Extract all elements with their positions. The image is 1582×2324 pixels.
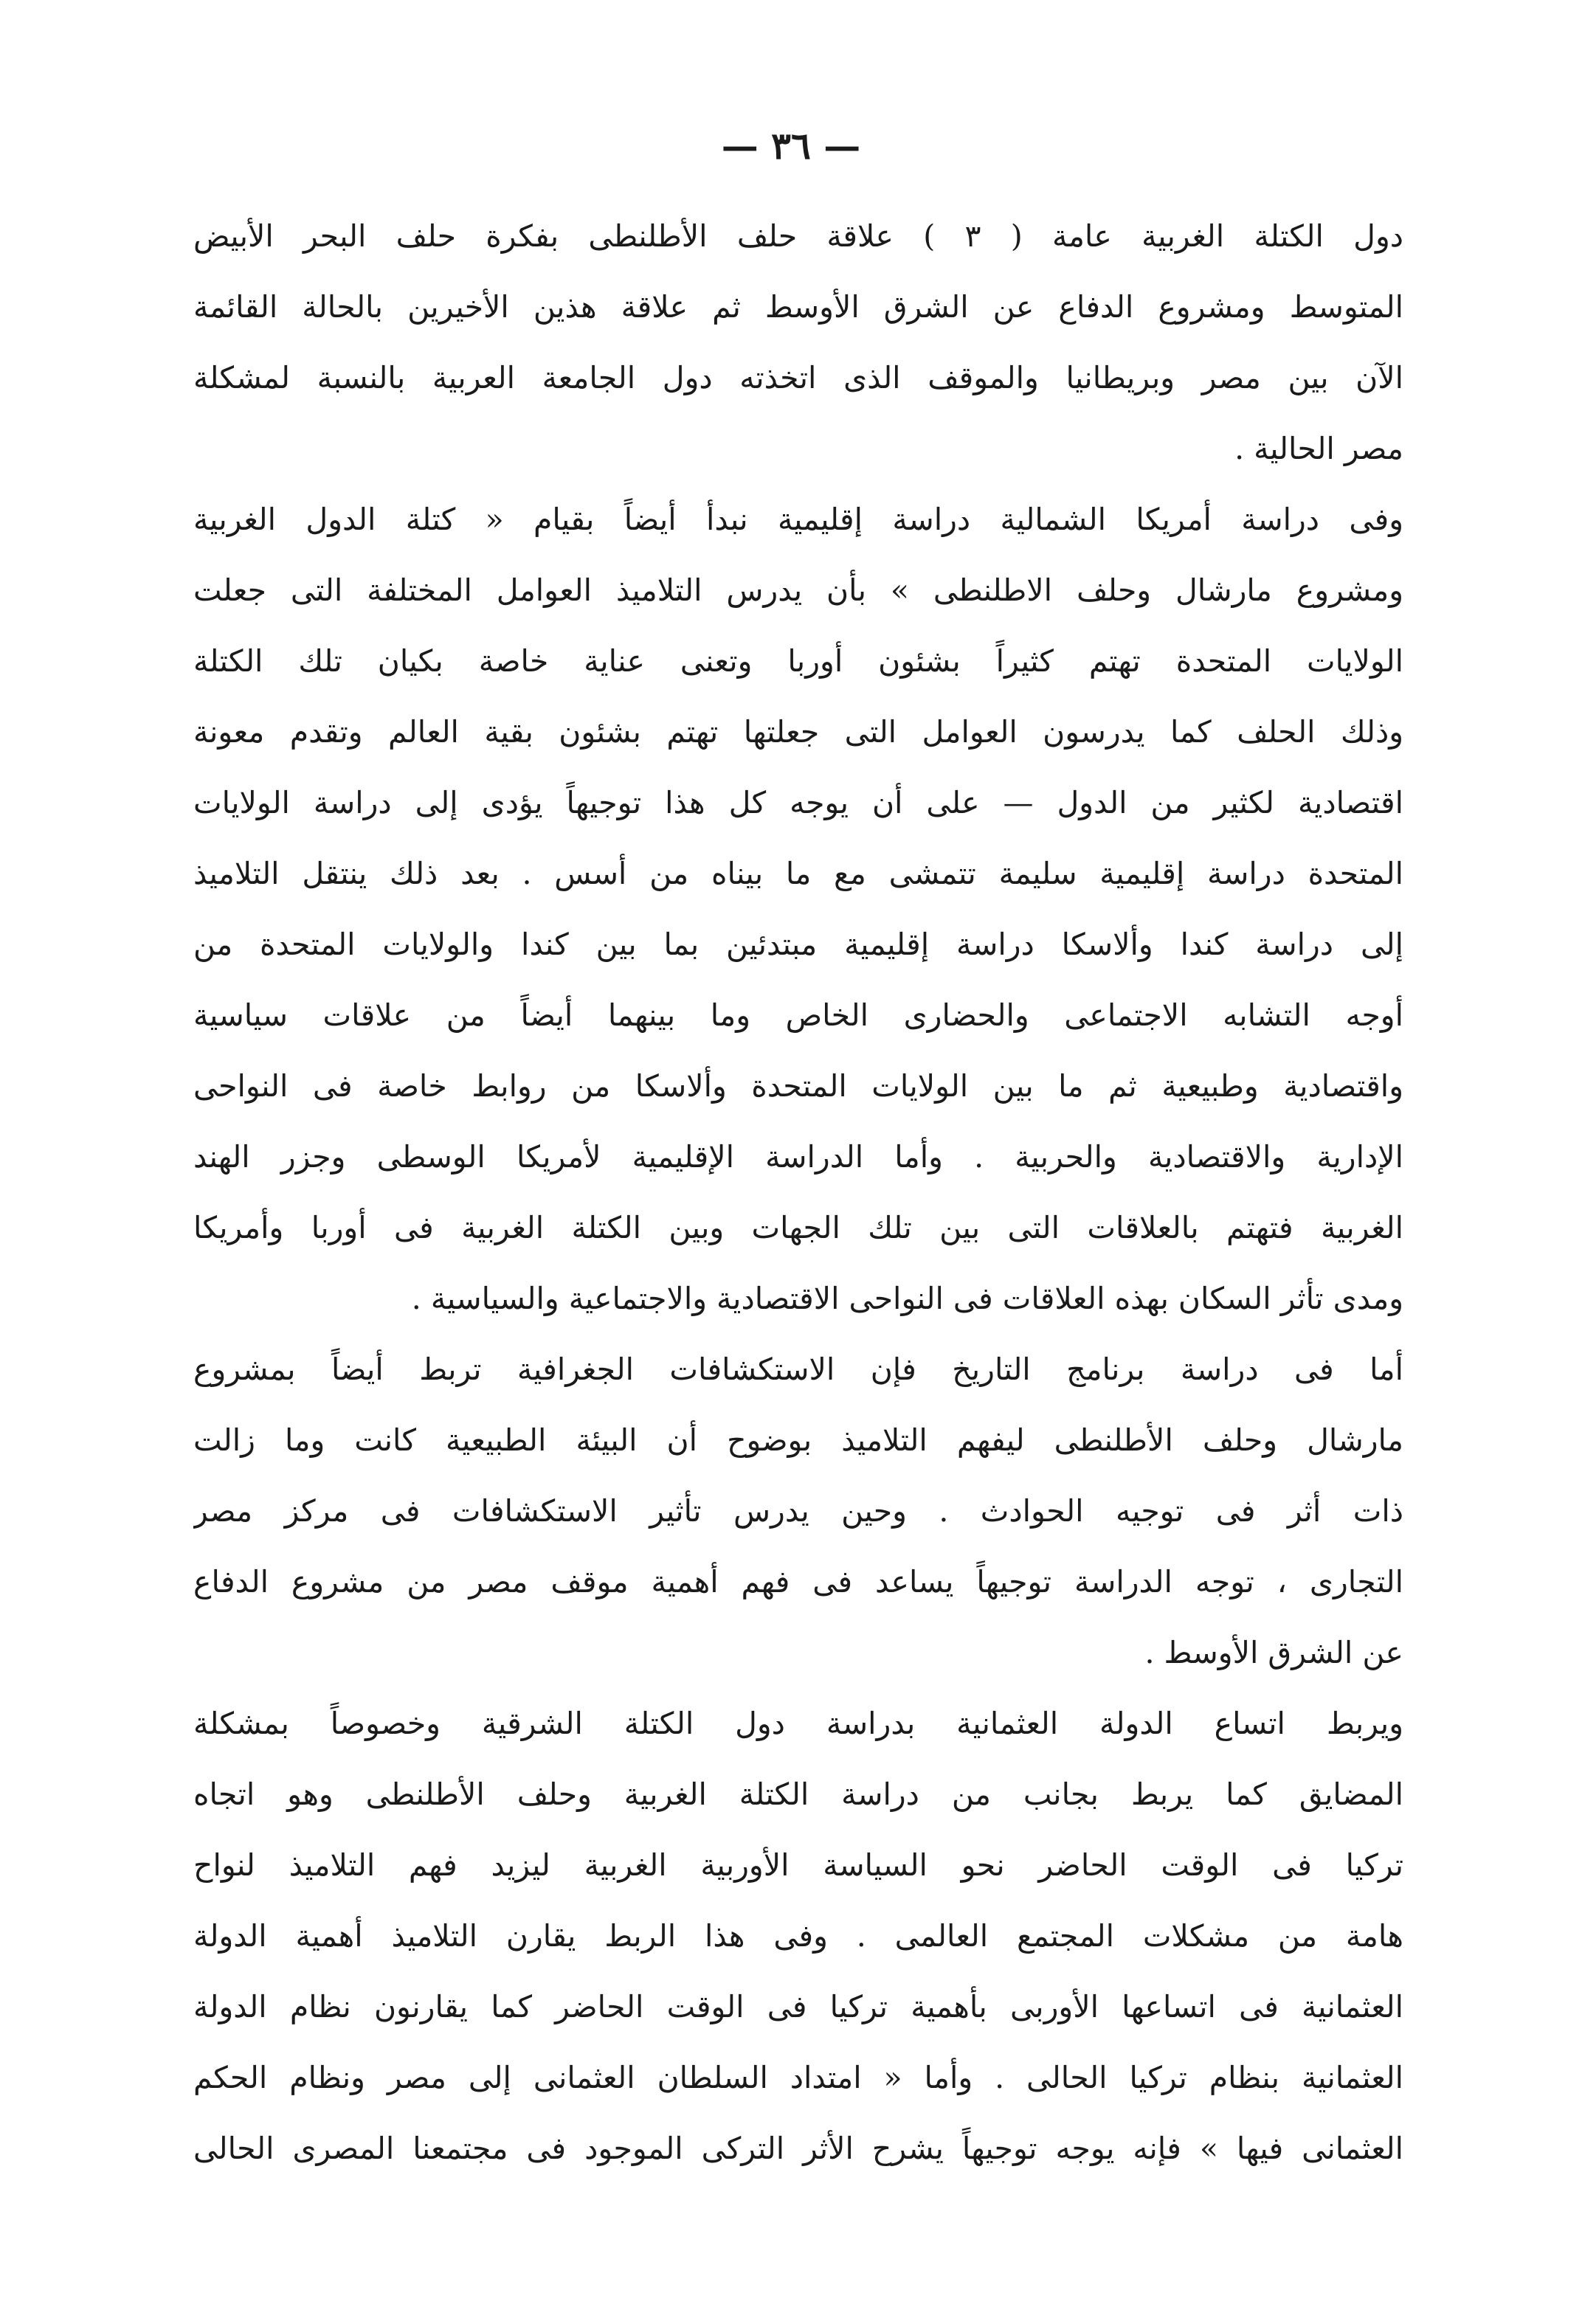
text-line: أما فى دراسة برنامج التاريخ فإن الاستكشافات الجغرافية تربط أيضاً بمشروع	[193, 1352, 1403, 1387]
text-line: وفى دراسة أمريكا الشمالية دراسة إقليمية نبدأ أيضاً بقيام « كتلة الدول الغربية	[193, 502, 1403, 537]
paragraph	[193, 201, 1403, 484]
paragraph	[193, 484, 1403, 1334]
text-line: الإدارية والاقتصادية والحربية . وأما الدراسة الإقليمية لأمريكا الوسطى وجزر الهند	[193, 1139, 1403, 1175]
text-line: اقتصادية لكثير من الدول — على أن يوجه كل هذا توجيهاً يؤدى إلى دراسة الولايات	[193, 785, 1403, 820]
text-line: ومدى تأثر السكان بهذه العلاقات فى النواحى الاقتصادية والاجتماعية والسياسية .	[411, 1281, 1403, 1316]
text-line: الآن بين مصر وبريطانيا والموقف الذى اتخذته دول الجامعة العربية بالنسبة لمشكلة	[193, 360, 1403, 395]
text-line: العثمانية بنظام تركيا الحالى . وأما « امتداد السلطان العثمانى إلى مصر ونظام الحكم	[193, 2060, 1403, 2095]
text-line: عن الشرق الأوسط .	[1144, 1635, 1403, 1670]
text-line: العثمانية فى اتساعها الأوربى بأهمية تركيا فى الوقت الحاضر كما يقارنون نظام الدولة	[193, 1989, 1403, 2024]
text-line: الغربية فتهتم بالعلاقات التى بين تلك الجهات وبين الكتلة الغربية فى أوربا وأمريكا	[193, 1210, 1403, 1245]
text-line: ويربط اتساع الدولة العثمانية بدراسة دول الكتلة الشرقية وخصوصاً بمشكلة	[193, 1706, 1403, 1741]
page-number: — ٣٦ —	[721, 124, 861, 167]
text-line: الولايات المتحدة تهتم كثيراً بشئون أوربا وتعنى عناية خاصة بكيان تلك الكتلة	[193, 643, 1403, 679]
paragraph	[193, 1334, 1403, 1688]
text-line: أوجه التشابه الاجتماعى والحضارى الخاص وما بينهما أيضاً من علاقات سياسية	[193, 997, 1403, 1033]
text-line: واقتصادية وطبيعية ثم ما بين الولايات المتحدة وألاسكا من روابط خاصة فى النواحى	[193, 1068, 1403, 1104]
text-line: إلى دراسة كندا وألاسكا دراسة إقليمية مبتدئين بما بين كندا والولايات المتحدة من	[193, 927, 1403, 962]
text-line: المضايق كما يربط بجانب من دراسة الكتلة الغربية وحلف الأطلنطى وهو اتجاه	[193, 1777, 1403, 1812]
text-line: ومشروع مارشال وحلف الاطلنطى » بأن يدرس التلاميذ العوامل المختلفة التى جعلت	[193, 573, 1403, 608]
text-line: دول الكتلة الغربية عامة ( ٣ ) علاقة حلف الأطلنطى بفكرة حلف البحر الأبيض	[193, 218, 1403, 254]
text-line: وذلك الحلف كما يدرسون العوامل التى جعلتها تهتم بشئون بقية العالم وتقدم معونة	[193, 714, 1403, 750]
text-line: المتحدة دراسة إقليمية سليمة تتمشى مع ما بيناه من أسس . بعد ذلك ينتقل التلاميذ	[193, 856, 1403, 891]
paragraph	[193, 1688, 1403, 2184]
text-line: مارشال وحلف الأطلنطى ليفهم التلاميذ بوضوح أن البيئة الطبيعية كانت وما زالت	[193, 1422, 1403, 1458]
text-line: هامة من مشكلات المجتمع العالمى . وفى هذا الربط يقارن التلاميذ أهمية الدولة	[193, 1918, 1403, 1954]
text-line: مصر الحالية .	[1234, 431, 1403, 466]
text-line: التجارى ، توجه الدراسة توجيهاً يساعد فى فهم أهمية موقف مصر من مشروع الدفاع	[193, 1564, 1403, 1600]
text-line: المتوسط ومشروع الدفاع عن الشرق الأوسط ثم علاقة هذين الأخيرين بالحالة القائمة	[193, 289, 1403, 325]
text-line: العثمانى فيها » فإنه يوجه توجيهاً يشرح الأثر التركى الموجود فى مجتمعنا المصرى الحالى	[193, 2131, 1403, 2166]
text-line: ذات أثر فى توجيه الحوادث . وحين يدرس تأثير الاستكشافات فى مركز مصر	[193, 1493, 1403, 1529]
body-text	[193, 201, 1403, 2184]
text-line: تركيا فى الوقت الحاضر نحو السياسة الأوربية الغربية ليزيد فهم التلاميذ لنواح	[193, 1847, 1403, 1883]
